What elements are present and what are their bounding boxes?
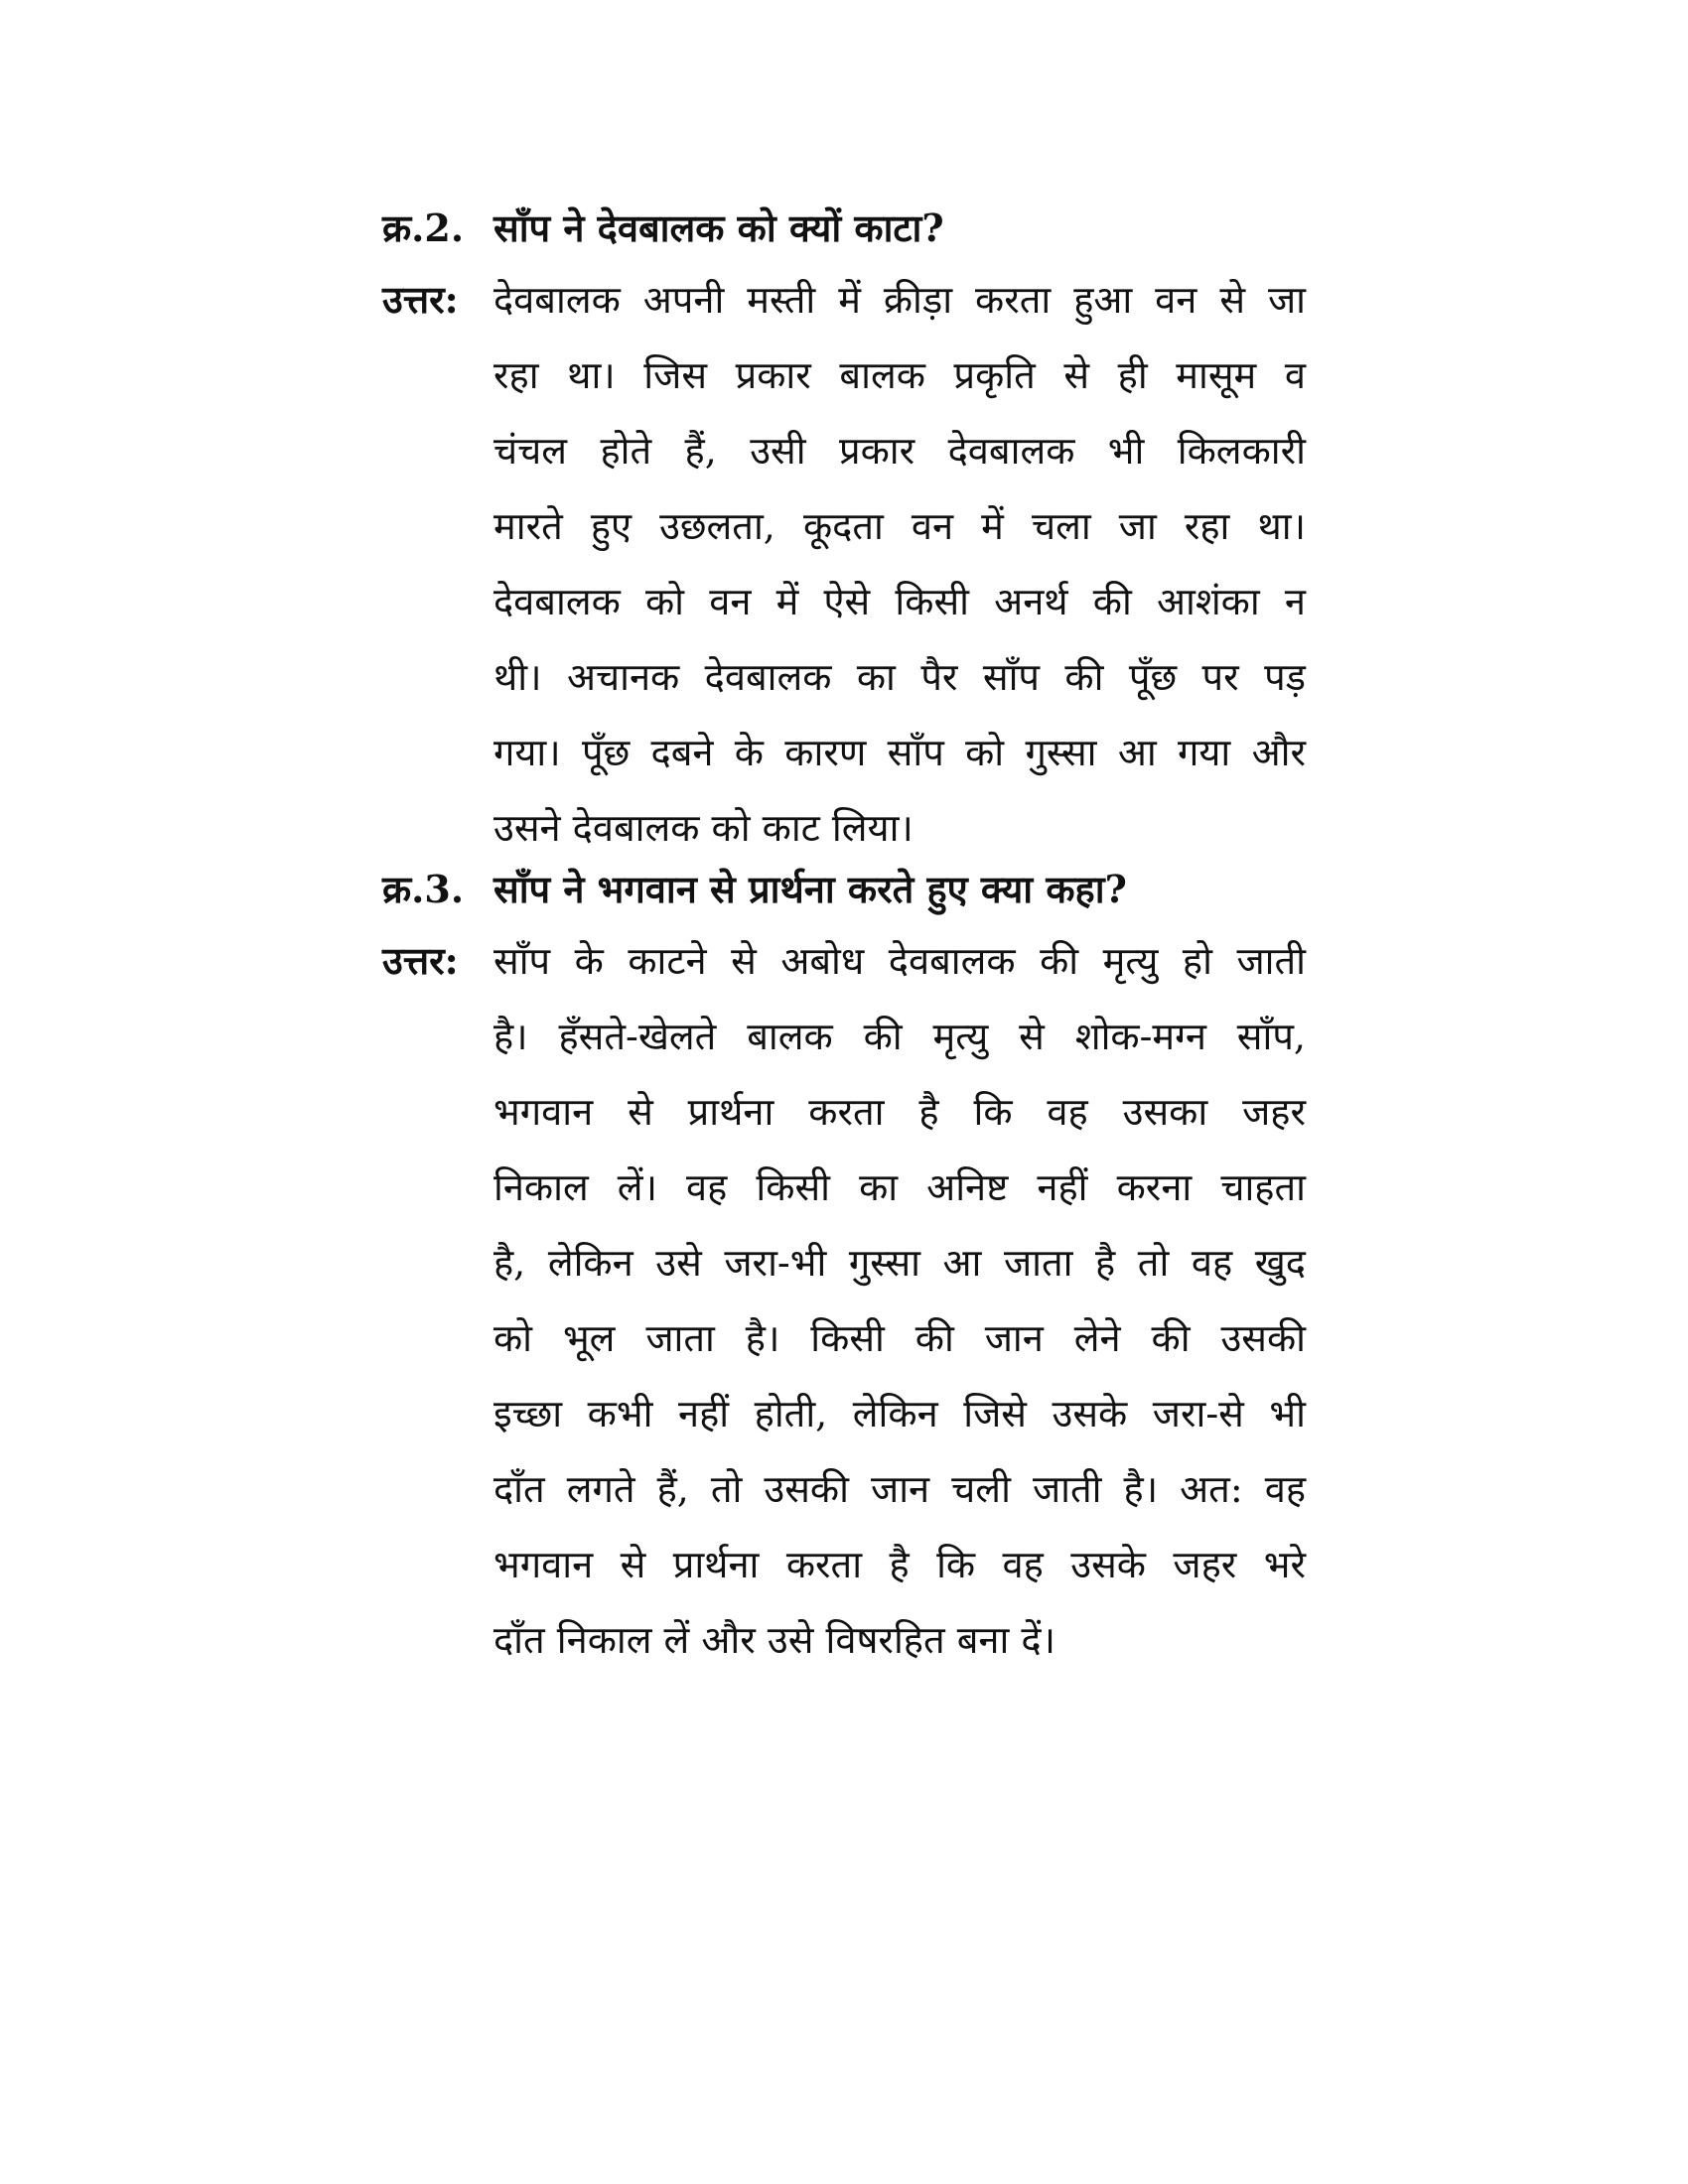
question-heading xyxy=(382,856,1306,923)
question-heading xyxy=(382,195,1306,262)
answer-label: उत्तर: xyxy=(382,277,459,322)
answer-line: दाँत निकाल लें और उसे विषरहित बना दें। xyxy=(493,1618,1056,1662)
answer-line: देवबालक अपनी मस्ती में क्रीड़ा करता हुआ वन से जा xyxy=(493,278,1306,322)
answer-line: भगवान से प्रार्थना करता है कि वह उसके जहर भरे xyxy=(493,1543,1306,1586)
answer-line: भगवान से प्रार्थना करता है कि वह उसका जहर xyxy=(493,1090,1306,1134)
qa-block-2 xyxy=(382,195,1306,866)
question-text: साँप ने देवबालक को क्यों काटा? xyxy=(493,205,944,250)
answer-line: को भूल जाता है। किसी की जान लेने की उसकी xyxy=(493,1316,1306,1360)
answer-line: उसने देवबालक को काट लिया। xyxy=(493,806,914,850)
answer-first-line xyxy=(382,262,1306,338)
answer-line: है, लेकिन उसे जरा-भी गुस्सा आ जाता है तो वह खुद xyxy=(493,1241,1306,1285)
answer-line: साँप के काटने से अबोध देवबालक की मृत्यु हो जाती xyxy=(493,939,1306,983)
answer-line: चंचल होते हैं, उसी प्रकार देवबालक भी किलकारी xyxy=(493,429,1306,473)
qa-block-3 xyxy=(382,856,1306,1678)
question-text: साँप ने भगवान से प्रार्थना करते हुए क्या कहा? xyxy=(493,867,1127,911)
answer-label: उत्तर: xyxy=(382,938,459,983)
answer-line: थी। अचानक देवबालक का पैर साँप की पूँछ पर पड़ xyxy=(493,655,1306,699)
answer-line: है। हँसते-खेलते बालक की मृत्यु से शोक-मग्न साँप, xyxy=(493,1015,1306,1058)
answer-first-line xyxy=(382,923,1306,999)
answer-line: निकाल लें। वह किसी का अनिष्ट नहीं करना चाहता xyxy=(493,1165,1306,1209)
answer-line: रहा था। जिस प्रकार बालक प्रकृति से ही मासूम व xyxy=(493,353,1306,397)
answer-line: गया। पूँछ दबने के कारण साँप को गुस्सा आ गया और xyxy=(493,731,1306,774)
question-number: क्र.3. xyxy=(382,867,465,911)
answer-line: देवबालक को वन में ऐसे किसी अनर्थ की आशंका न xyxy=(493,580,1306,623)
answer-line: दाँत लगते हैं, तो उसकी जान चली जाती है। अत: वह xyxy=(493,1467,1306,1511)
question-number: क्र.2. xyxy=(382,205,465,250)
answer-line: मारते हुए उछलता, कूदता वन में चला जा रहा था। xyxy=(493,504,1306,548)
answer-line: इच्छा कभी नहीं होती, लेकिन जिसे उसके जरा-से भी xyxy=(493,1392,1306,1435)
